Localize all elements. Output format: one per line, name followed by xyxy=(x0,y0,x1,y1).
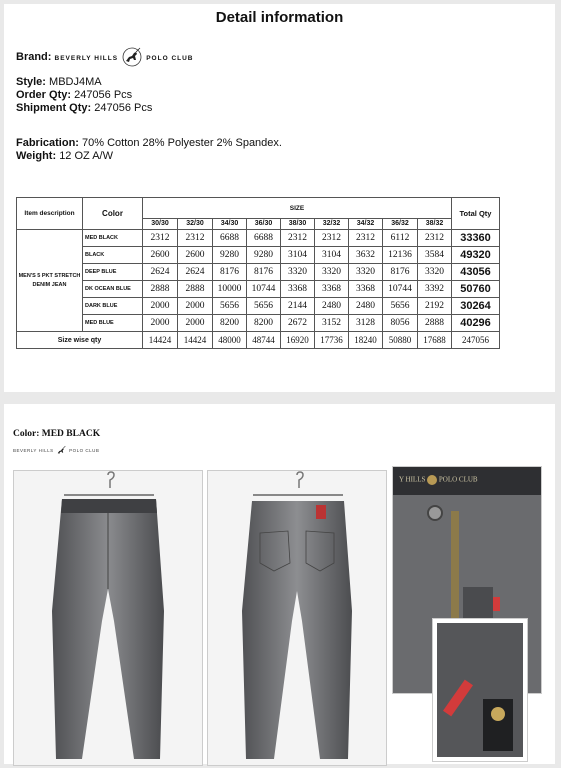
color-cell: MED BLACK xyxy=(83,230,143,247)
qty-cell: 3392 xyxy=(418,281,452,298)
brand-name-left: BEVERLY HILLS xyxy=(54,54,119,62)
size-label: 32/30 xyxy=(178,219,213,230)
qty-cell: 2672 xyxy=(281,315,315,332)
order-qty-line xyxy=(16,89,132,102)
qty-cell: 2480 xyxy=(315,298,349,315)
brand-line xyxy=(16,46,194,68)
size-wise-cell: 16920 xyxy=(281,332,315,349)
qty-cell: 3368 xyxy=(349,281,383,298)
page-title: Detail information xyxy=(215,9,344,26)
qty-cell: 9280 xyxy=(213,247,247,264)
qty-cell: 2000 xyxy=(178,315,213,332)
polo-horse-logo-icon xyxy=(121,46,143,68)
qty-cell: 2600 xyxy=(178,247,213,264)
back-patch xyxy=(316,505,326,519)
color-header: Color xyxy=(83,198,143,230)
shipment-qty-label: Shipment Qty: xyxy=(16,102,92,114)
order-qty-label: Order Qty: xyxy=(16,89,72,101)
table-row xyxy=(17,315,500,332)
size-wise-cell: 14424 xyxy=(143,332,178,349)
polo-horse-small-icon xyxy=(55,445,67,457)
size-label: 38/32 xyxy=(418,219,452,230)
qty-cell: 9280 xyxy=(247,247,281,264)
weight-value: 12 OZ A/W xyxy=(59,150,113,162)
qty-cell: 8200 xyxy=(247,315,281,332)
shipment-qty-line xyxy=(16,102,152,115)
shipment-qty-value: 247056 Pcs xyxy=(94,102,153,114)
qty-cell: 3632 xyxy=(349,247,383,264)
qty-cell: 3320 xyxy=(418,264,452,281)
qty-cell: 2000 xyxy=(143,315,178,332)
hang-tag-emblem-icon xyxy=(491,707,505,721)
waistband-label-left: Y HILLS xyxy=(399,475,426,484)
size-label: 36/32 xyxy=(383,219,418,230)
qty-cell: 12136 xyxy=(383,247,418,264)
qty-cell: 2312 xyxy=(418,230,452,247)
qty-cell: 2600 xyxy=(143,247,178,264)
size-wise-label: Size wise qty xyxy=(17,332,143,349)
qty-cell: 3128 xyxy=(349,315,383,332)
waistband-label-text xyxy=(399,475,478,485)
qty-cell: 3584 xyxy=(418,247,452,264)
qty-cell: 2624 xyxy=(143,264,178,281)
size-wise-cell: 18240 xyxy=(349,332,383,349)
qty-cell: 2888 xyxy=(418,315,452,332)
total-qty-header: Total Qty xyxy=(452,198,500,230)
size-wise-cell: 48744 xyxy=(247,332,281,349)
weight-line xyxy=(16,150,113,163)
fabrication-value: 70% Cotton 28% Polyester 2% Spandex. xyxy=(82,137,282,149)
qty-cell: 6112 xyxy=(383,230,418,247)
row-total-cell: 33360 xyxy=(452,230,500,247)
qty-cell: 10000 xyxy=(213,281,247,298)
color-cell: DEEP BLUE xyxy=(83,264,143,281)
qty-cell: 8176 xyxy=(213,264,247,281)
color-cell: DK OCEAN BLUE xyxy=(83,281,143,298)
size-header: SIZE xyxy=(143,198,452,219)
row-total-cell: 40296 xyxy=(452,315,500,332)
front-view-photo xyxy=(13,470,203,766)
small-tag xyxy=(493,597,500,611)
table-row xyxy=(17,298,500,315)
color-section-label: Color: MED BLACK xyxy=(13,429,101,439)
qty-cell: 8176 xyxy=(247,264,281,281)
item-description-header: Item description xyxy=(17,198,83,230)
color-cell: DARK BLUE xyxy=(83,298,143,315)
qty-cell: 2624 xyxy=(178,264,213,281)
qty-cell: 2312 xyxy=(315,230,349,247)
button-icon xyxy=(427,505,443,521)
qty-cell: 2888 xyxy=(143,281,178,298)
size-label: 32/32 xyxy=(315,219,349,230)
waistband-label-right: POLO CLUB xyxy=(438,475,478,484)
quantity-table xyxy=(16,197,500,349)
color-section-brand xyxy=(13,445,99,457)
color-cell: BLACK xyxy=(83,247,143,264)
tag-closeup-photo xyxy=(432,618,528,762)
color-section-brand-right: POLO CLUB xyxy=(69,448,100,454)
qty-cell: 6688 xyxy=(213,230,247,247)
size-label: 38/30 xyxy=(281,219,315,230)
style-line xyxy=(16,76,102,89)
size-wise-cell: 17688 xyxy=(418,332,452,349)
row-total-cell: 43056 xyxy=(452,264,500,281)
order-qty-value: 247056 Pcs xyxy=(74,89,133,101)
qty-cell: 5656 xyxy=(247,298,281,315)
size-label: 36/30 xyxy=(247,219,281,230)
qty-cell: 6688 xyxy=(247,230,281,247)
qty-cell: 5656 xyxy=(383,298,418,315)
qty-cell: 10744 xyxy=(383,281,418,298)
color-cell: MED BLUE xyxy=(83,315,143,332)
size-label: 30/30 xyxy=(143,219,178,230)
size-wise-row xyxy=(17,332,500,349)
size-wise-cell: 48000 xyxy=(213,332,247,349)
qty-cell: 8056 xyxy=(383,315,418,332)
jeans-front-image xyxy=(14,471,202,765)
size-wise-cell: 17736 xyxy=(315,332,349,349)
qty-cell: 3104 xyxy=(281,247,315,264)
size-label: 34/30 xyxy=(213,219,247,230)
qty-cell: 3152 xyxy=(315,315,349,332)
table-row xyxy=(17,264,500,281)
style-label: Style: xyxy=(16,76,46,88)
back-view-photo xyxy=(207,470,387,766)
table-row xyxy=(17,230,500,247)
qty-cell: 2312 xyxy=(281,230,315,247)
brand-label: Brand: xyxy=(16,50,52,63)
qty-cell: 10744 xyxy=(247,281,281,298)
qty-cell: 3320 xyxy=(315,264,349,281)
qty-cell: 3104 xyxy=(315,247,349,264)
size-wise-cell: 50880 xyxy=(383,332,418,349)
table-row xyxy=(17,247,500,264)
brand-emblem-icon xyxy=(427,475,437,485)
qty-cell: 3320 xyxy=(281,264,315,281)
fabrication-line xyxy=(16,137,282,150)
grand-total-cell: 247056 xyxy=(452,332,500,349)
size-wise-cell: 14424 xyxy=(178,332,213,349)
style-value: MBDJ4MA xyxy=(49,76,102,88)
table-row xyxy=(17,281,500,298)
qty-cell: 2312 xyxy=(349,230,383,247)
size-label: 34/32 xyxy=(349,219,383,230)
qty-cell: 2000 xyxy=(143,298,178,315)
detail-sheet xyxy=(4,4,555,392)
color-section-brand-left: BEVERLY HILLS xyxy=(13,448,54,454)
row-total-cell: 49320 xyxy=(452,247,500,264)
qty-cell: 3320 xyxy=(349,264,383,281)
qty-cell: 3368 xyxy=(281,281,315,298)
hang-tag xyxy=(483,699,513,751)
row-total-cell: 30264 xyxy=(452,298,500,315)
weight-label: Weight: xyxy=(16,150,57,162)
qty-cell: 2192 xyxy=(418,298,452,315)
qty-cell: 2312 xyxy=(178,230,213,247)
fabrication-label: Fabrication: xyxy=(16,137,79,149)
row-total-cell: 50760 xyxy=(452,281,500,298)
photo-sheet xyxy=(4,404,555,764)
qty-cell: 2480 xyxy=(349,298,383,315)
jeans-back-image xyxy=(208,471,386,765)
qty-cell: 5656 xyxy=(213,298,247,315)
qty-cell: 2000 xyxy=(178,298,213,315)
brand-name-right: POLO CLUB xyxy=(146,54,194,62)
qty-cell: 8200 xyxy=(213,315,247,332)
qty-cell: 3368 xyxy=(315,281,349,298)
qty-cell: 8176 xyxy=(383,264,418,281)
item-description-cell: MEN'S 5 PKT STRETCH DENIM JEAN xyxy=(17,230,83,332)
qty-cell: 2312 xyxy=(143,230,178,247)
qty-cell: 2888 xyxy=(178,281,213,298)
qty-cell: 2144 xyxy=(281,298,315,315)
